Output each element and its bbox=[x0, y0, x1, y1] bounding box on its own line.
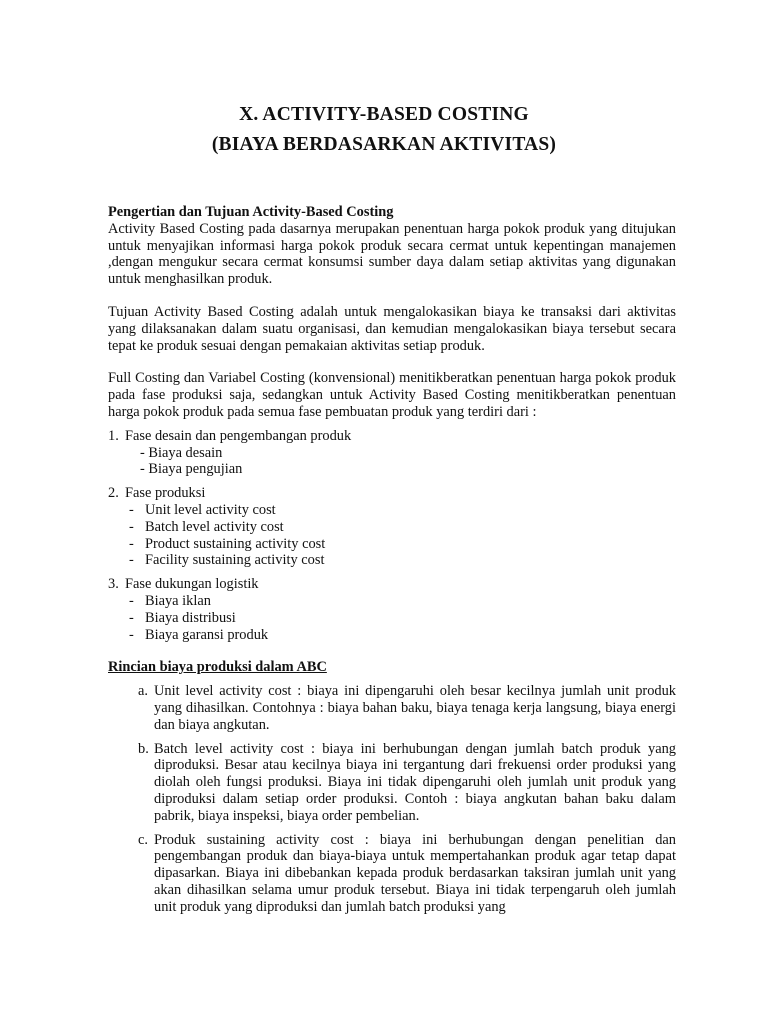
phase-sub-item: Batch level activity cost bbox=[145, 518, 284, 535]
section-heading-definition: Pengertian dan Tujuan Activity-Based Costing bbox=[108, 204, 394, 220]
phase-list-item bbox=[108, 485, 676, 569]
phase-sub-item: - Biaya desain bbox=[140, 444, 223, 461]
paragraph-comparison: Full Costing dan Variabel Costing (konvensional) menitikberatkan penentuan harga pokok produk pada fase produksi saja, sedangkan untuk Activity Based Costing menitikberatkan penentuan harga pokok produk pada semua fase pembuatan produk yang terdiri dari : bbox=[108, 370, 676, 420]
phase-number: 3. bbox=[108, 576, 119, 593]
phase-sub-item: Biaya garansi produk bbox=[145, 626, 269, 643]
dash-bullet: - bbox=[129, 552, 134, 569]
phase-sub-item: Facility sustaining activity cost bbox=[145, 552, 325, 569]
cost-detail-item bbox=[108, 832, 676, 916]
phase-number: 1. bbox=[108, 427, 119, 444]
cost-detail-item bbox=[108, 741, 676, 825]
cost-detail-item bbox=[108, 683, 676, 733]
paragraph-definition: Activity Based Costing pada dasarnya merupakan penentuan harga pokok produk yang ditujukan untuk menyajikan informasi harga pokok produk secara cermat untuk kepentingan manajemen ,dengan mengukur secara cermat konsumsi sumber daya dalam setiap aktivitas yang digunakan untuk menghasilkan produk. bbox=[108, 220, 676, 288]
phase-title: Fase dukungan logistik bbox=[125, 576, 259, 593]
dash-bullet: - bbox=[129, 535, 134, 552]
phase-sub-item: - Biaya pengujian bbox=[140, 461, 243, 478]
phase-title: Fase produksi bbox=[125, 485, 206, 502]
phase-number: 2. bbox=[108, 485, 119, 502]
phase-sub-item: Biaya distribusi bbox=[145, 609, 236, 626]
item-text: Produk sustaining activity cost : biaya ini berhubungan dengan penelitian dan pengembangan produk dan biaya-biaya untuk mempertahankan produk agar tetap dapat dipasarkan. Biaya ini dibebankan kepada produk berdasarkan taksiran jumlah unit yang akan dihasilkan selama umur produk tersebut. Biaya ini tidak terpengaruh oleh jumlah unit produk yang diproduksi dan jumlah batch produksi yang bbox=[154, 831, 676, 915]
dash-bullet: - bbox=[129, 501, 134, 518]
dash-bullet: - bbox=[129, 609, 134, 626]
item-text: Unit level activity cost : biaya ini dipengaruhi oleh besar kecilnya jumlah unit produk yang dihasilkan. Contohnya : biaya bahan baku, biaya tenaga kerja langsung, biaya energi dan biaya angkutan. bbox=[154, 683, 676, 733]
item-letter: a. bbox=[138, 683, 148, 700]
dash-bullet: - bbox=[129, 626, 134, 643]
chapter-title: X. ACTIVITY-BASED COSTING bbox=[239, 104, 529, 125]
section-heading-abc-breakdown: Rincian biaya produksi dalam ABC bbox=[108, 659, 327, 676]
dash-bullet: - bbox=[129, 592, 134, 609]
item-text: Batch level activity cost : biaya ini berhubungan dengan jumlah batch produk yang diproduksi. Besar atau kecilnya biaya ini tergantung dari frekuensi order produksi yang diolah oleh fungsi produksi. Biaya ini tidak dipengaruhi oleh jumlah unit produk yang diproduksi dalam setiap order produksi. Contoh : biaya angkutan bahan baku dalam pabrik, biaya inspeksi, biaya order pembelian. bbox=[154, 740, 676, 824]
phase-list-item bbox=[108, 576, 676, 643]
phase-sub-item: Biaya iklan bbox=[145, 592, 211, 609]
phase-title: Fase desain dan pengembangan produk bbox=[125, 427, 352, 444]
phase-list-item bbox=[108, 428, 676, 478]
dash-bullet: - bbox=[129, 518, 134, 535]
phase-sub-item: Product sustaining activity cost bbox=[145, 535, 326, 552]
paragraph-purpose: Tujuan Activity Based Costing adalah untuk mengalokasikan biaya ke transaksi dari aktivitas yang dilaksanakan dalam suatu organisasi, dan kemudian mengalokasikan biaya tersebut secara tepat ke produk sesuai dengan pemakaian aktivitas setiap produk. bbox=[108, 303, 676, 354]
item-letter: c. bbox=[138, 831, 148, 848]
chapter-subtitle: (BIAYA BERDASARKAN AKTIVITAS) bbox=[211, 134, 557, 155]
document-body bbox=[108, 204, 676, 915]
item-letter: b. bbox=[138, 740, 149, 757]
phase-sub-item: Unit level activity cost bbox=[145, 501, 276, 518]
